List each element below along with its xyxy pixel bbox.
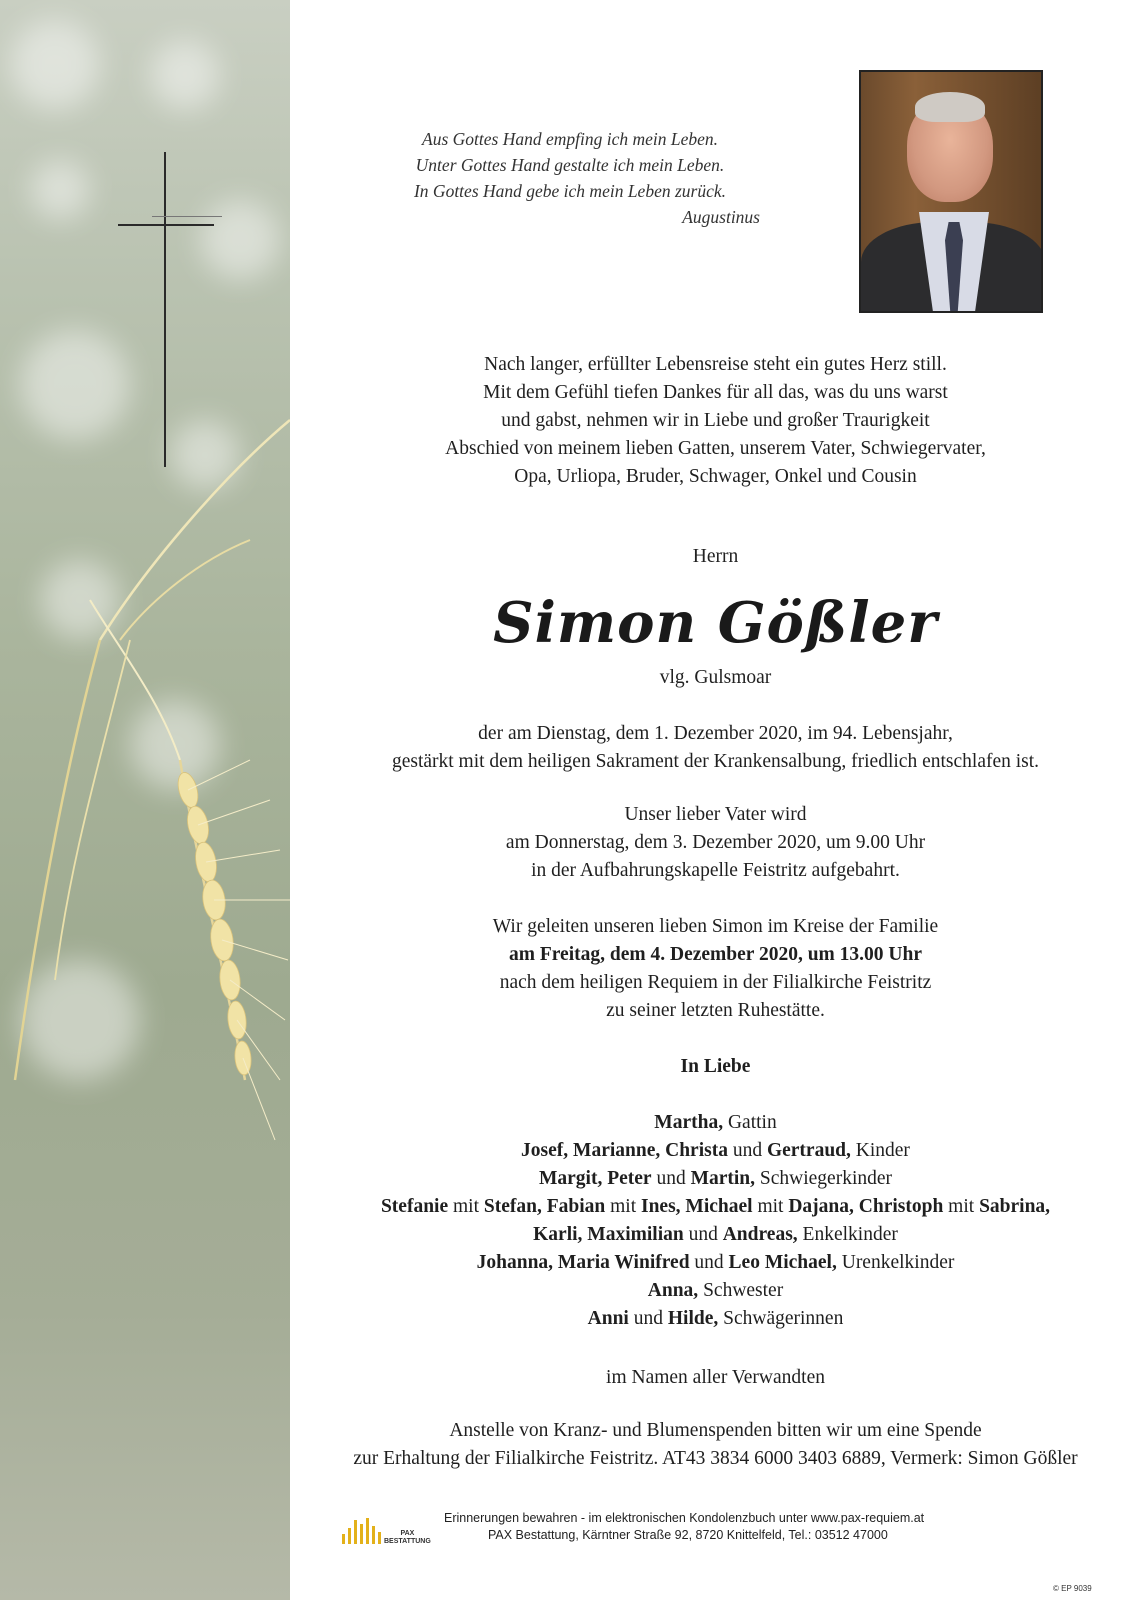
mourner-line (300, 1165, 1131, 1193)
logo-bars (342, 1516, 382, 1550)
intro-line: und gabst, nehmen wir in Liebe und großer Traurigkeit (501, 410, 930, 431)
mourner-relation: mit (605, 1196, 641, 1217)
mourner-relation: mit (448, 1196, 484, 1217)
intro-line: Nach langer, erfüllter Lebensreise steht ein gutes Herz still. (484, 354, 947, 375)
mourner-relation: Schwester (698, 1280, 784, 1301)
funeral-date: am Freitag, dem 4. Dezember 2020, um 13.00 Uhr (508, 944, 923, 965)
mourner-relation: Schwägerinnen (718, 1308, 844, 1329)
cross-symbol (164, 152, 166, 467)
mourner-relation: Enkelkinder (797, 1224, 898, 1245)
mourner-line (300, 1249, 1131, 1277)
viewing-line: am Donnerstag, dem 3. Dezember 2020, um 9.00 Uhr (505, 832, 926, 853)
mourner-name: Martin, (690, 1168, 756, 1189)
mourner-line (300, 1221, 1131, 1249)
mourner-name: Anni (587, 1308, 629, 1329)
cross-crossbar (118, 224, 214, 226)
intro-line: Abschied von meinem lieben Gatten, unserem Vater, Schwiegervater, (445, 438, 986, 459)
mourner-name: Josef, Marianne, Christa (521, 1140, 728, 1161)
mourner-line (300, 1305, 1131, 1333)
mourner-name: Sabrina, (979, 1196, 1051, 1217)
mourner-name: Leo Michael, (728, 1252, 837, 1273)
mourner-relation: und (689, 1252, 729, 1273)
mourner-relation: und (651, 1168, 691, 1189)
funeral-line: nach dem heiligen Requiem in der Filialkirche Feistritz (499, 972, 932, 993)
mourner-relation: Urenkelkinder (836, 1252, 955, 1273)
cross-crossbar-shadow (152, 216, 222, 217)
viewing-info (300, 801, 1131, 885)
donation-request (300, 1417, 1131, 1473)
relatives-line: im Namen aller Verwandten (606, 1367, 825, 1388)
mourner-line (300, 1137, 1131, 1165)
mourner-relation: Gattin (723, 1112, 777, 1133)
logo-text-bottom: BESTATTUNG (384, 1538, 431, 1545)
mourner-name: Margit, Peter (538, 1168, 652, 1189)
vulgo-name: vlg. Gulsmoar (659, 667, 772, 688)
donation-line: Anstelle von Kranz- und Blumenspenden bitten wir um eine Spende (449, 1420, 982, 1441)
mourner-name: Martha, (654, 1112, 724, 1133)
mourner-name: Stefan, Fabian (483, 1196, 606, 1217)
mourner-line (300, 1277, 1131, 1305)
mourner-relation: mit (752, 1196, 789, 1217)
mourner-line (300, 1193, 1131, 1221)
mourner-name: Anna, (647, 1280, 699, 1301)
mourner-name: Johanna, Maria Winifred (476, 1252, 690, 1273)
mourner-name: Ines, Michael (641, 1196, 753, 1217)
mourner-relation: und (727, 1140, 767, 1161)
mourner-relation: und (683, 1224, 723, 1245)
donation-line: zur Erhaltung der Filialkirche Feistritz. AT43 3834 6000 3403 6889, Vermerk: Simon Gößler (353, 1448, 1078, 1469)
quote-line: In Gottes Hand gebe ich mein Leben zurück. (413, 181, 726, 201)
mourner-name: Gertraud, (766, 1140, 851, 1161)
portrait-photo (859, 70, 1043, 313)
viewing-line: in der Aufbahrungskapelle Feistritz aufgebahrt. (531, 860, 900, 881)
mourner-name: Hilde, (667, 1308, 719, 1329)
footer-info (444, 1510, 1004, 1544)
quote-line: Aus Gottes Hand empfing ich mein Leben. (422, 129, 718, 149)
deceased-name: Simon Gößler (493, 590, 938, 656)
photo-hair (915, 92, 985, 122)
viewing-line: Unser lieber Vater wird (624, 804, 807, 825)
mourner-name: Andreas, (722, 1224, 798, 1245)
mourner-relation: mit (943, 1196, 980, 1217)
mourner-relation: und (628, 1308, 668, 1329)
footer-line: PAX Bestattung, Kärntner Straße 92, 8720 Knittelfeld, Tel.: 03512 47000 (488, 1528, 888, 1542)
logo-text (384, 1530, 431, 1546)
print-code: © EP 9039 (1053, 1584, 1092, 1593)
quote-line: Unter Gottes Hand gestalte ich mein Leben. (415, 155, 725, 175)
augustinus-quote (360, 126, 780, 230)
mourners-list (300, 1109, 1131, 1333)
logo-text-top: PAX (400, 1530, 415, 1537)
salutation: Herrn (692, 546, 739, 567)
footer-line: Erinnerungen bewahren - im elektronischen Kondolenzbuch unter www.pax-requiem.at (444, 1511, 925, 1525)
wheat-ear-illustration (0, 0, 290, 1600)
death-line: der am Dienstag, dem 1. Dezember 2020, im 94. Lebensjahr, (478, 723, 953, 744)
quote-author: Augustinus (682, 207, 760, 227)
mourner-name: Stefanie (380, 1196, 449, 1217)
intro-text (300, 351, 1131, 491)
funeral-info (300, 913, 1131, 1025)
intro-line: Opa, Urliopa, Bruder, Schwager, Onkel und Cousin (514, 466, 917, 487)
death-notice (300, 720, 1131, 776)
in-liebe-heading: In Liebe (680, 1056, 751, 1077)
mourner-name: Dajana, Christoph (788, 1196, 944, 1217)
mourner-relation: Schwiegerkinder (755, 1168, 893, 1189)
decorative-side-panel (0, 0, 290, 1600)
death-line: gestärkt mit dem heiligen Sakrament der Krankensalbung, friedlich entschlafen ist. (391, 751, 1040, 772)
pax-logo (342, 1516, 442, 1550)
funeral-line: Wir geleiten unseren lieben Simon im Kreise der Familie (492, 916, 939, 937)
mourner-name: Karli, Maximilian (533, 1224, 684, 1245)
funeral-line: zu seiner letzten Ruhestätte. (606, 1000, 825, 1021)
mourner-relation: Kinder (850, 1140, 910, 1161)
mourner-line (300, 1109, 1131, 1137)
intro-line: Mit dem Gefühl tiefen Dankes für all das, was du uns warst (483, 382, 948, 403)
